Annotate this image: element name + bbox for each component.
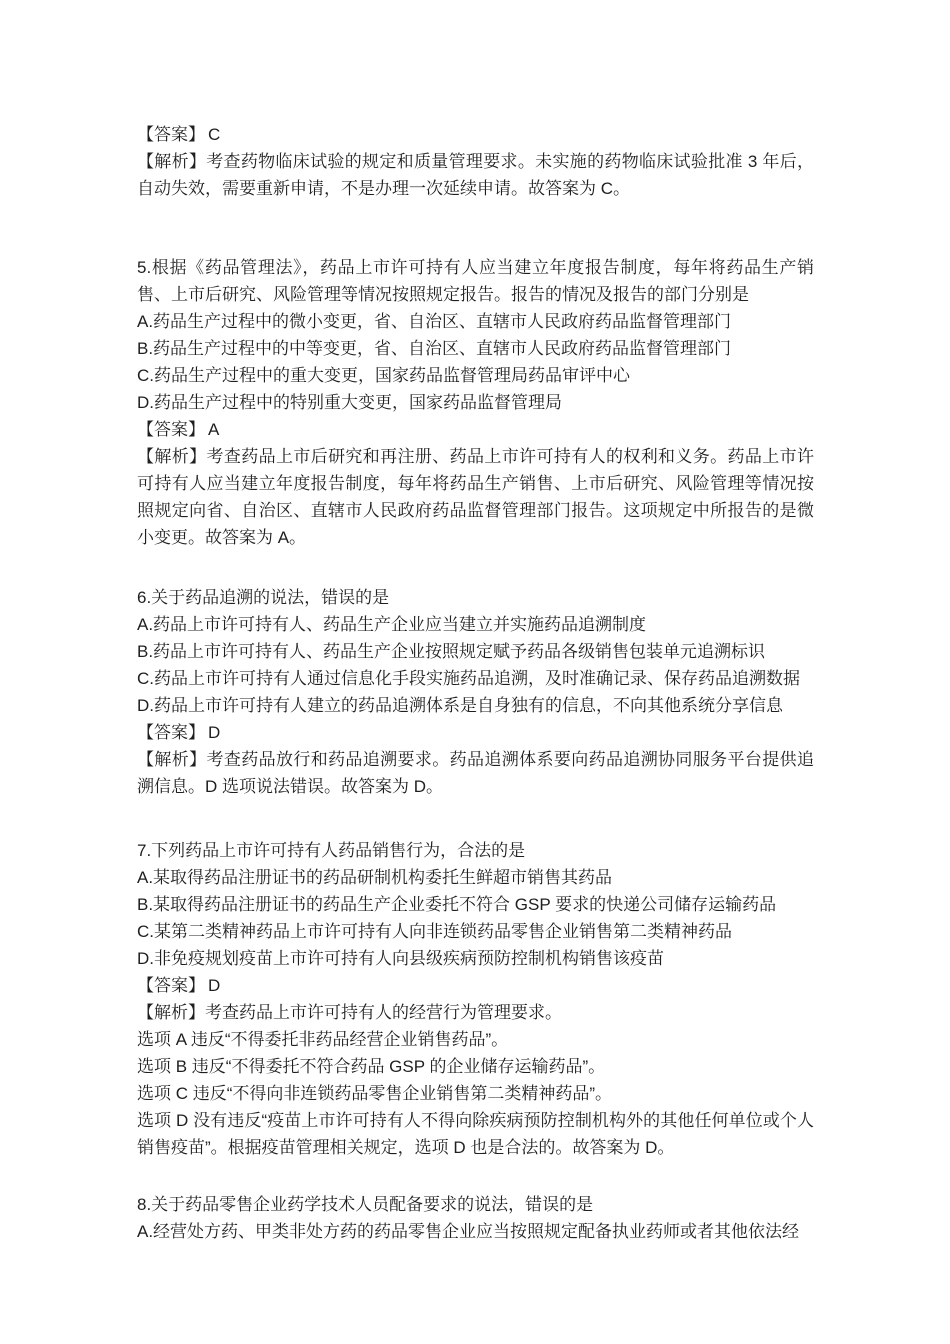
answer-line	[137, 972, 814, 999]
option-a: A.经营处方药、甲类非处方药的药品零售企业应当按照规定配备执业药师或者其他依法经	[137, 1222, 800, 1241]
analysis-option-a-line: 选项 A 违反“不得委托非药品经营企业销售药品”。	[137, 1030, 509, 1049]
option-b: B.药品上市许可持有人、药品生产企业按照规定赋予药品各级销售包装单元追溯标识	[137, 642, 766, 661]
analysis-line	[137, 148, 814, 202]
option-b: B.药品生产过程中的中等变更，省、自治区、直辖市人民政府药品监督管理部门	[137, 339, 732, 358]
option-c: C.药品生产过程中的重大变更，国家药品监督管理局药品审评中心	[137, 366, 630, 385]
analysis-label: 【解析】	[137, 750, 207, 769]
analysis-text: 考查药品上市许可持有人的经营行为管理要求。	[205, 1003, 562, 1022]
analysis-option-d-line: 选项 D 没有违反“疫苗上市许可持有人不得向除疾病预防控制机构外的其他任何单位或个人销售疫苗”。根据疫苗管理相关规定，选项 D 也是合法的。故答案为 D。	[137, 1111, 814, 1157]
option-d: D.药品上市许可持有人建立的药品追溯体系是自身独有的信息，不向其他系统分享信息	[137, 696, 783, 715]
option-a: A.药品生产过程中的微小变更，省、自治区、直辖市人民政府药品监督管理部门	[137, 312, 732, 331]
analysis-label: 【解析】	[137, 1003, 205, 1022]
answer-value: C	[208, 125, 221, 144]
answer-line	[137, 416, 814, 443]
analysis-text: 考查药品放行和药品追溯要求。药品追溯体系要向药品追溯协同服务平台提供追溯信息。D 选项说法错误。故答案为 D。	[137, 750, 815, 796]
option-c: C.药品上市许可持有人通过信息化手段实施药品追溯，及时准确记录、保存药品追溯数据	[137, 669, 800, 688]
option-a: A.某取得药品注册证书的药品研制机构委托生鲜超市销售其药品	[137, 868, 613, 887]
analysis-label: 【解析】	[137, 152, 207, 171]
answer-label: 【答案】	[137, 723, 205, 742]
question-4-answer-block	[137, 121, 814, 202]
answer-label: 【答案】	[137, 420, 205, 439]
answer-value: A	[208, 420, 220, 439]
analysis-line	[137, 443, 814, 551]
analysis-option-c-line: 选项 C 违反“不得向非连锁药品零售企业销售第二类精神药品”。	[137, 1084, 613, 1103]
question-stem: 6.关于药品追溯的说法，错误的是	[137, 588, 390, 607]
option-b: B.某取得药品注册证书的药品生产企业委托不符合 GSP 要求的快递公司储存运输药品	[137, 895, 777, 914]
option-a: A.药品上市许可持有人、药品生产企业应当建立并实施药品追溯制度	[137, 615, 647, 634]
option-c: C.某第二类精神药品上市许可持有人向非连锁药品零售企业销售第二类精神药品	[137, 922, 732, 941]
option-d: D.非免疫规划疫苗上市许可持有人向县级疾病预防控制机构销售该疫苗	[137, 949, 664, 968]
answer-line	[137, 121, 814, 148]
answer-value: D	[208, 723, 221, 742]
question-stem: 7.下列药品上市许可持有人药品销售行为，合法的是	[137, 841, 526, 860]
analysis-label: 【解析】	[137, 447, 207, 466]
question-7-block	[137, 837, 814, 1161]
analysis-text: 考查药品上市后研究和再注册、药品上市许可持有人的权利和义务。药品上市许可持有人应当建立年度报告制度，每年将药品生产销售、上市后研究、风险管理等情况按照规定向省、自治区、直辖市人民政府药品监督管理部门报告。这项规定中所报告的是微小变更。故答案为 A。	[137, 447, 815, 547]
answer-label: 【答案】	[137, 125, 205, 144]
question-5-block	[137, 254, 814, 551]
question-8-block	[137, 1191, 814, 1245]
analysis-line	[137, 999, 814, 1026]
answer-label: 【答案】	[137, 976, 205, 995]
analysis-option-b-line: 选项 B 违反“不得委托不符合药品 GSP 的企业储存运输药品”。	[137, 1057, 606, 1076]
question-6-block	[137, 584, 814, 800]
analysis-line	[137, 746, 814, 800]
option-d: D.药品生产过程中的特别重大变更，国家药品监督管理局	[137, 393, 562, 412]
question-stem: 5.根据《药品管理法》，药品上市许可持有人应当建立年度报告制度，每年将药品生产销售、上市后研究、风险管理等情况按照规定报告。报告的情况及报告的部门分别是	[137, 258, 814, 304]
answer-value: D	[208, 976, 221, 995]
analysis-text: 考查药物临床试验的规定和质量管理要求。未实施的药物临床试验批准 3 年后，自动失效，需要重新申请，不是办理一次延续申请。故答案为 C。	[137, 152, 815, 198]
answer-line	[137, 719, 814, 746]
question-stem: 8.关于药品零售企业药学技术人员配备要求的说法，错误的是	[137, 1195, 594, 1214]
